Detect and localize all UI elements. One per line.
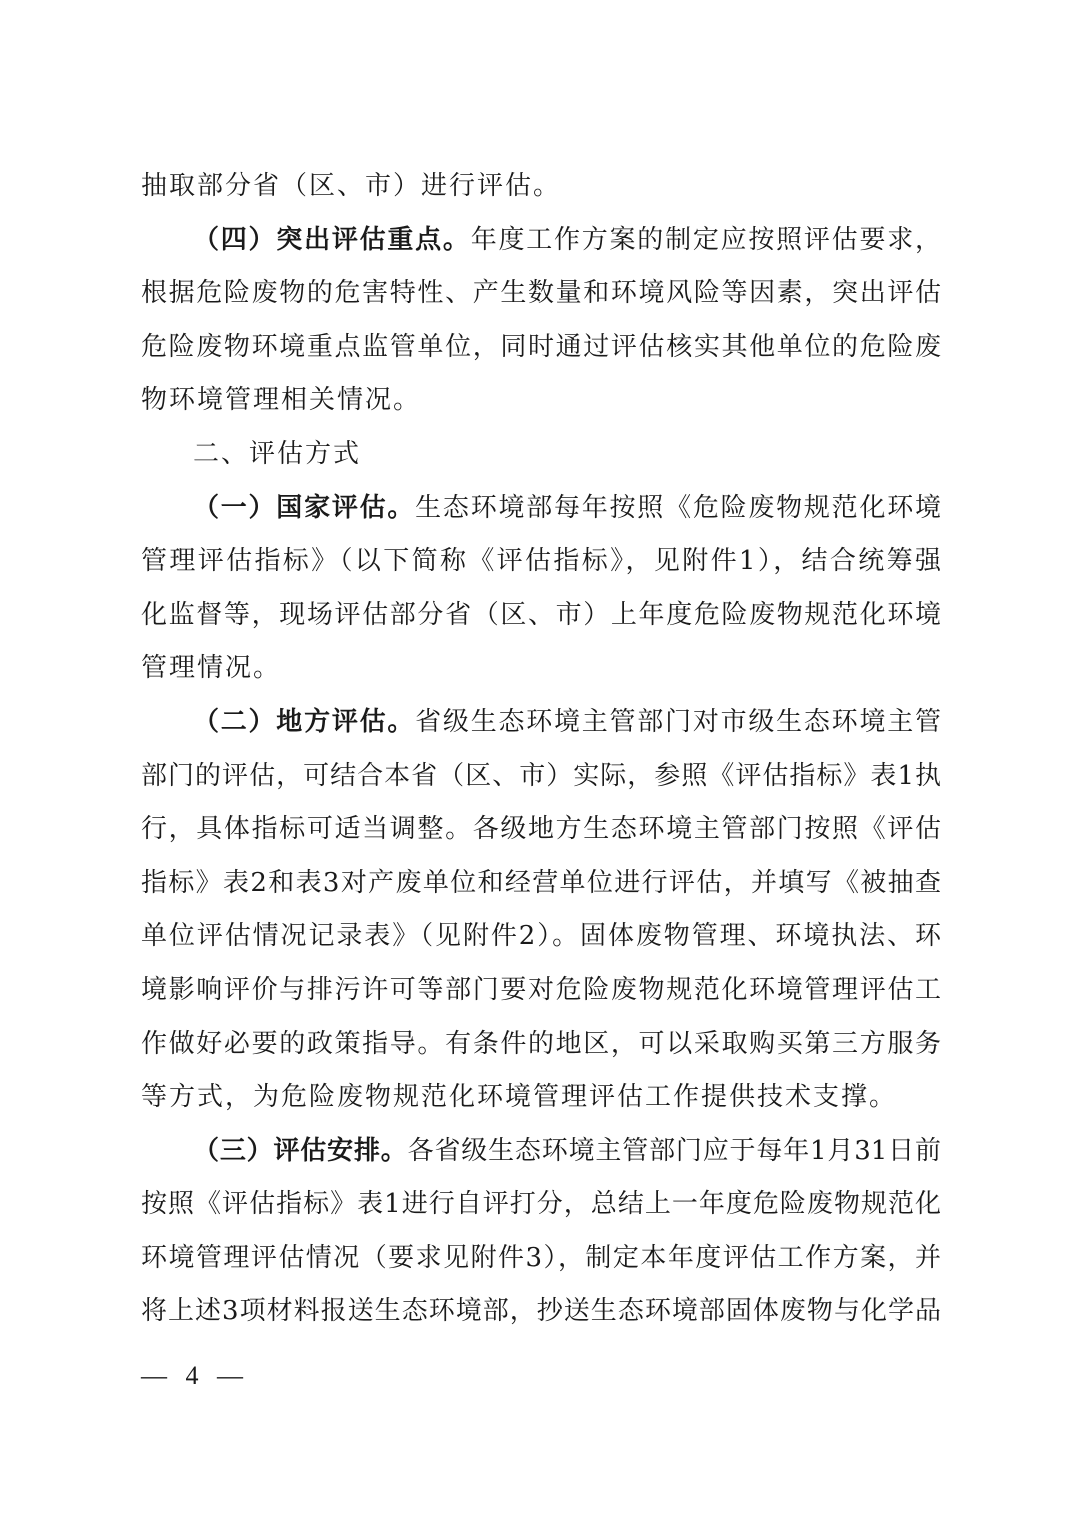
paragraph-line: 抽取部分省（区、市）进行评估。 bbox=[141, 171, 562, 201]
paragraph-line: 环境管理评估情况（要求见附件3），制定本年度评估工作方案，并 bbox=[141, 1242, 941, 1273]
page-number: — 4 — bbox=[141, 1361, 249, 1390]
paragraph-line: 危险废物环境重点监管单位，同时通过评估核实其他单位的危险废 bbox=[141, 331, 941, 362]
paragraph-line: 单位评估情况记录表》（见附件2）。固体废物管理、环境执法、环 bbox=[141, 921, 941, 952]
paragraph-text: 各省级生态环境主管部门应于每年1月31日前 bbox=[407, 1135, 941, 1166]
paragraph-text: 年度工作方案的制定应按照评估要求， bbox=[470, 224, 941, 255]
paragraph-line bbox=[141, 1125, 941, 1179]
paragraph-line bbox=[141, 482, 941, 536]
paragraph-lead-bold: （四）突出评估重点。 bbox=[193, 224, 471, 255]
paragraph-lead-bold: （一）国家评估。 bbox=[193, 492, 416, 523]
paragraph-line: 化监督等，现场评估部分省（区、市）上年度危险废物规范化环境 bbox=[141, 599, 941, 630]
paragraph-line: 作做好必要的政策指导。有条件的地区，可以采取购买第三方服务 bbox=[141, 1028, 941, 1059]
paragraph-text: 生态环境部每年按照《危险废物规范化环境 bbox=[415, 492, 941, 523]
paragraph-line: 境影响评价与排污许可等部门要对危险废物规范化环境管理评估工 bbox=[141, 974, 941, 1005]
paragraph-lead-bold: （二）地方评估。 bbox=[193, 706, 416, 737]
paragraph-line: 按照《评估指标》表1进行自评打分，总结上一年度危险废物规范化 bbox=[141, 1189, 941, 1220]
paragraph-line: 物环境管理相关情况。 bbox=[141, 385, 422, 416]
paragraph-line bbox=[141, 214, 941, 268]
paragraph-line: 指标》表2和表3对产废单位和经营单位进行评估，并填写《被抽查 bbox=[141, 867, 941, 898]
paragraph-line: 根据危险废物的危害特性、产生数量和环境风险等因素，突出评估 bbox=[141, 278, 941, 309]
paragraph-text: 省级生态环境主管部门对市级生态环境主管 bbox=[415, 706, 941, 737]
section-heading: 二、评估方式 bbox=[193, 438, 362, 469]
paragraph-line: 等方式，为危险废物规范化环境管理评估工作提供技术支撑。 bbox=[141, 1082, 898, 1113]
paragraph-lead-bold: （三）评估安排。 bbox=[193, 1135, 408, 1166]
paragraph-line: 管理情况。 bbox=[141, 653, 282, 684]
paragraph-line: 行，具体指标可适当调整。各级地方生态环境主管部门按照《评估 bbox=[141, 814, 941, 845]
paragraph-line: 将上述3项材料报送生态环境部，抄送生态环境部固体废物与化学品 bbox=[141, 1296, 941, 1327]
paragraph-line: 管理评估指标》（以下简称《评估指标》，见附件1），结合统筹强 bbox=[141, 546, 941, 577]
paragraph-line bbox=[141, 696, 941, 750]
paragraph-line: 部门的评估，可结合本省（区、市）实际，参照《评估指标》表1执 bbox=[141, 760, 941, 791]
body-text bbox=[141, 160, 941, 1339]
